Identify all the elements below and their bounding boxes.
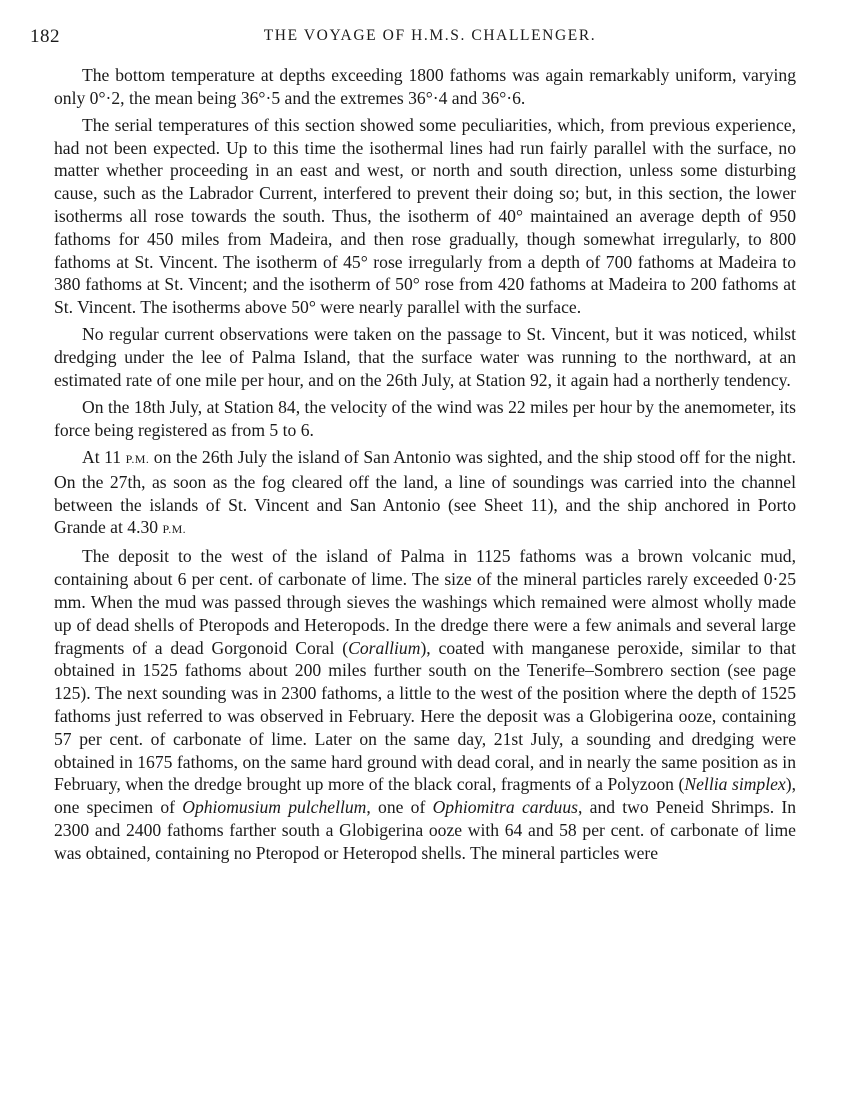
time-abbreviation: P.M. <box>125 451 150 466</box>
text-segment: At 11 <box>82 446 126 467</box>
paragraph-wind-velocity: On the 18th July, at Station 84, the velocity of the wind was 22 miles per hour by the anemometer, its force being registered as from 5 to 6. <box>54 397 796 440</box>
text-segment: ), one specimen of <box>54 774 796 818</box>
paragraph-current-observations: No regular current observations were taken on the passage to St. Vincent, but it was noticed, whilst dredging under the lee of Palma Island, that the surface water was running to the northward, at an estimated rate of one mile per hour, and on the 26th July, at Station 92, it again had a northerly tendency. <box>54 324 796 390</box>
paragraph-san-antonio <box>54 446 796 541</box>
paragraph-bottom-temperature: The bottom temperature at depths exceeding 1800 fathoms was again remarkably uniform, varying only 0°·2, the mean being 36°·5 and the extremes 36°·4 and 36°·6. <box>54 65 796 108</box>
species-name: Corallium <box>348 637 421 658</box>
species-name: Nellia simplex <box>684 774 786 795</box>
body-text <box>54 64 796 869</box>
paragraph-serial-temperatures: The serial temperatures of this section showed some peculiarities, which, from previous experience, had not been expected. Up to this time the isothermal lines had run fairly parallel with the surface, no matter whether proceeding in an east and west, or north and south direction, unless some disturbing cause, such as the Labrador Current, interfered to prevent their doing so; but, in this section, the lower isotherms all rose towards the south. Thus, the isotherm of 40° maintained an average depth of 950 fathoms for 450 miles from Madeira, and then rose gradually, though somewhat irregularly, to 800 fathoms at St. Vincent. The isotherm of 45° rose irregularly from a depth of 700 fathoms at Madeira to 380 fathoms at St. Vincent; and the isotherm of 50° rose from 420 fathoms at Madeira to 200 fathoms at St. Vincent. The isotherms above 50° were nearly parallel with the surface. <box>54 114 796 318</box>
time-abbreviation: P.M. <box>162 522 187 537</box>
running-head: THE VOYAGE OF H.M.S. CHALLENGER. <box>263 27 597 44</box>
page-header <box>30 26 800 56</box>
species-name: Ophiomitra carduus <box>432 797 578 818</box>
species-name: Ophiomusium pulchellum <box>182 797 367 818</box>
text-segment: , one of <box>366 797 433 818</box>
text-segment: The deposit to the west of the island of Palma in 1125 fathoms was a brown volcanic mud, containing about 6 per cent. of carbonate of lime. The size of the mineral particles rarely exceeded 0·25 mm. When the mud was passed through sieves the washings which remained were almost wholly made up of dead shells of Pteropods and Heteropods. In the dredge there were a few animals and several large fragments of a dead Gorgonoid Coral ( <box>54 546 796 658</box>
text-segment: , and two Peneid Shrimps. In 2300 and 2400 fathoms farther south a Globigerina ooze with 64 and 58 per cent. of carbonate of lime was obtained, containing no Pteropod or Heteropod shells. The mineral particles were <box>54 797 797 863</box>
text-segment: on the 26th July the island of San Antonio was sighted, and the ship stood off for the night. On the 27th, as soon as the fog cleared off the land, a line of soundings was carried into the channel between the islands of St. Vincent and San Antonio (see Sheet 11), and the ship anchored in Porto Grande at 4.30 <box>54 446 796 538</box>
page-number: 182 <box>30 26 60 47</box>
paragraph-deposit <box>54 545 796 864</box>
text-segment: ), coated with manganese peroxide, similar to that obtained in 1525 fathoms about 200 miles further south on the Tenerife–Sombrero section (see page 125). The next sounding was in 2300 fathoms, a little to the west of the position where the depth of 1525 fathoms just referred to was observed in February. Here the deposit was a Globigerina ooze, containing 57 per cent. of carbonate of lime. Later on the same day, 21st July, a sounding and dredging were obtained in 1675 fathoms, on the same hard ground with dead coral, and in nearly the same position as in February, when the dredge brought up more of the black coral, fragments of a Polyzoon ( <box>54 637 796 795</box>
